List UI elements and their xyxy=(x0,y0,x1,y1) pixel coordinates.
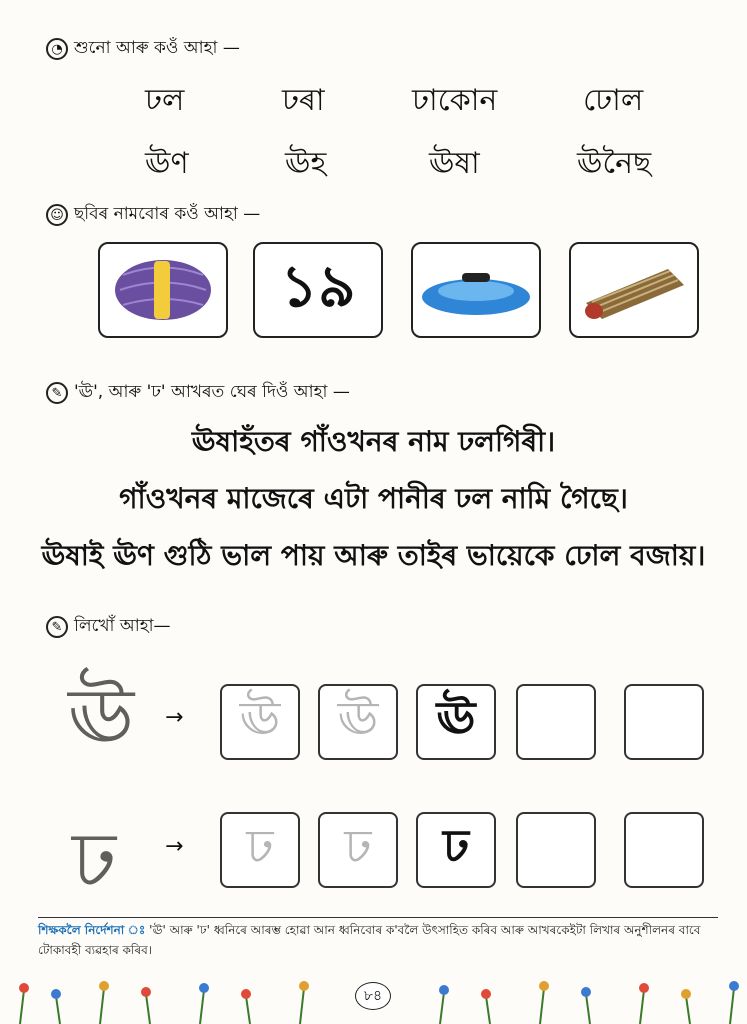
teacher-note xyxy=(38,917,718,961)
writing-box-empty[interactable] xyxy=(516,684,596,760)
word-2: ঢৰা xyxy=(282,83,325,118)
picture-number-card xyxy=(253,242,383,338)
writing-box[interactable] xyxy=(220,812,300,888)
pencil-icon: ✎ xyxy=(46,382,68,404)
circle-letters-instruction xyxy=(46,379,350,407)
number-text: ১৯ xyxy=(280,251,356,320)
dotted-letter: ঊ xyxy=(239,690,281,747)
writing-box[interactable] xyxy=(318,684,398,760)
sentence-2: গাঁওখনৰ মাজেৰে এটা পানীৰ ঢল নামি গৈছে। xyxy=(119,482,628,515)
picture-names-instruction xyxy=(46,201,260,229)
writing-box-empty[interactable] xyxy=(624,684,704,760)
sentence-1: ঊষাহঁতৰ গাঁওখনৰ নাম ঢলগিৰী। xyxy=(191,425,556,458)
writing-box[interactable] xyxy=(416,684,496,760)
page-number: ৮৪ xyxy=(355,982,391,1010)
picture-dish-lid xyxy=(411,242,541,338)
word-7: ঊষা xyxy=(429,146,480,181)
ear-icon: ◔ xyxy=(46,38,68,60)
dish-lid-icon xyxy=(418,255,534,325)
teacher-note-label: শিক্ষকলৈ নিৰ্দেশনা ঃ xyxy=(38,923,146,937)
writing-box-empty[interactable] xyxy=(624,812,704,888)
mat-roll-icon xyxy=(576,255,692,325)
instruction-text: লিখোঁ আহা— xyxy=(74,616,171,636)
picture-wool xyxy=(98,242,228,338)
wool-ball-icon xyxy=(108,255,218,325)
word-8: ঊনৈছ xyxy=(577,146,652,181)
instruction-text: ছবিৰ নামবোৰ কওঁ আহা — xyxy=(74,204,261,224)
sentence-3: ঊষাই ঊণ গুঠি ভাল পায় আৰু তাইৰ ভায়েকে ঢোল বজায়। xyxy=(41,539,706,572)
writing-box[interactable] xyxy=(220,684,300,760)
write-instruction xyxy=(46,613,171,641)
dotted-letter: ঢ xyxy=(246,818,274,875)
writing-box-empty[interactable] xyxy=(516,812,596,888)
pencil-icon: ✎ xyxy=(46,616,68,638)
instruction-text: 'ঊ', আৰু 'ঢ' আখৰত ঘেৰ দিওঁ আহা — xyxy=(74,382,350,402)
instruction-text: শুনো আৰু কওঁ আহা — xyxy=(74,38,240,58)
word-6: ঊহ xyxy=(285,146,327,181)
speaking-head-icon: ☺ xyxy=(46,204,68,226)
word-5: ঊণ xyxy=(145,146,189,181)
dotted-letter: ঢ xyxy=(344,818,372,875)
listen-speak-instruction xyxy=(46,35,240,63)
dotted-letter: ঊ xyxy=(337,690,379,747)
word-3: ঢাকোন xyxy=(412,83,498,118)
model-letter: ঢ xyxy=(442,819,470,873)
picture-mat-roll xyxy=(569,242,699,338)
teacher-note-text: 'ঊ' আৰু 'ঢ' ধ্বনিৰে আৰম্ভ হোৱা আন ধ্বনিবোৰ ক'বলৈ উৎসাহিত কৰিব আৰু আখৰকেইটা লিখাৰ অনুশীলনৰ বাবে টোকাবহী ব্যৱহাৰ কৰিব। xyxy=(38,923,701,958)
writing-box[interactable] xyxy=(416,812,496,888)
model-letter: ঊ xyxy=(436,691,476,745)
writing-box[interactable] xyxy=(318,812,398,888)
word-1: ঢল xyxy=(145,83,185,118)
arrow-right-icon: → xyxy=(165,705,184,730)
word-4: ঢোল xyxy=(583,83,644,118)
arrow-right-icon: → xyxy=(165,834,184,859)
trace-guide-u: ঊ xyxy=(68,672,135,762)
trace-guide-dha: ঢ xyxy=(72,816,117,906)
